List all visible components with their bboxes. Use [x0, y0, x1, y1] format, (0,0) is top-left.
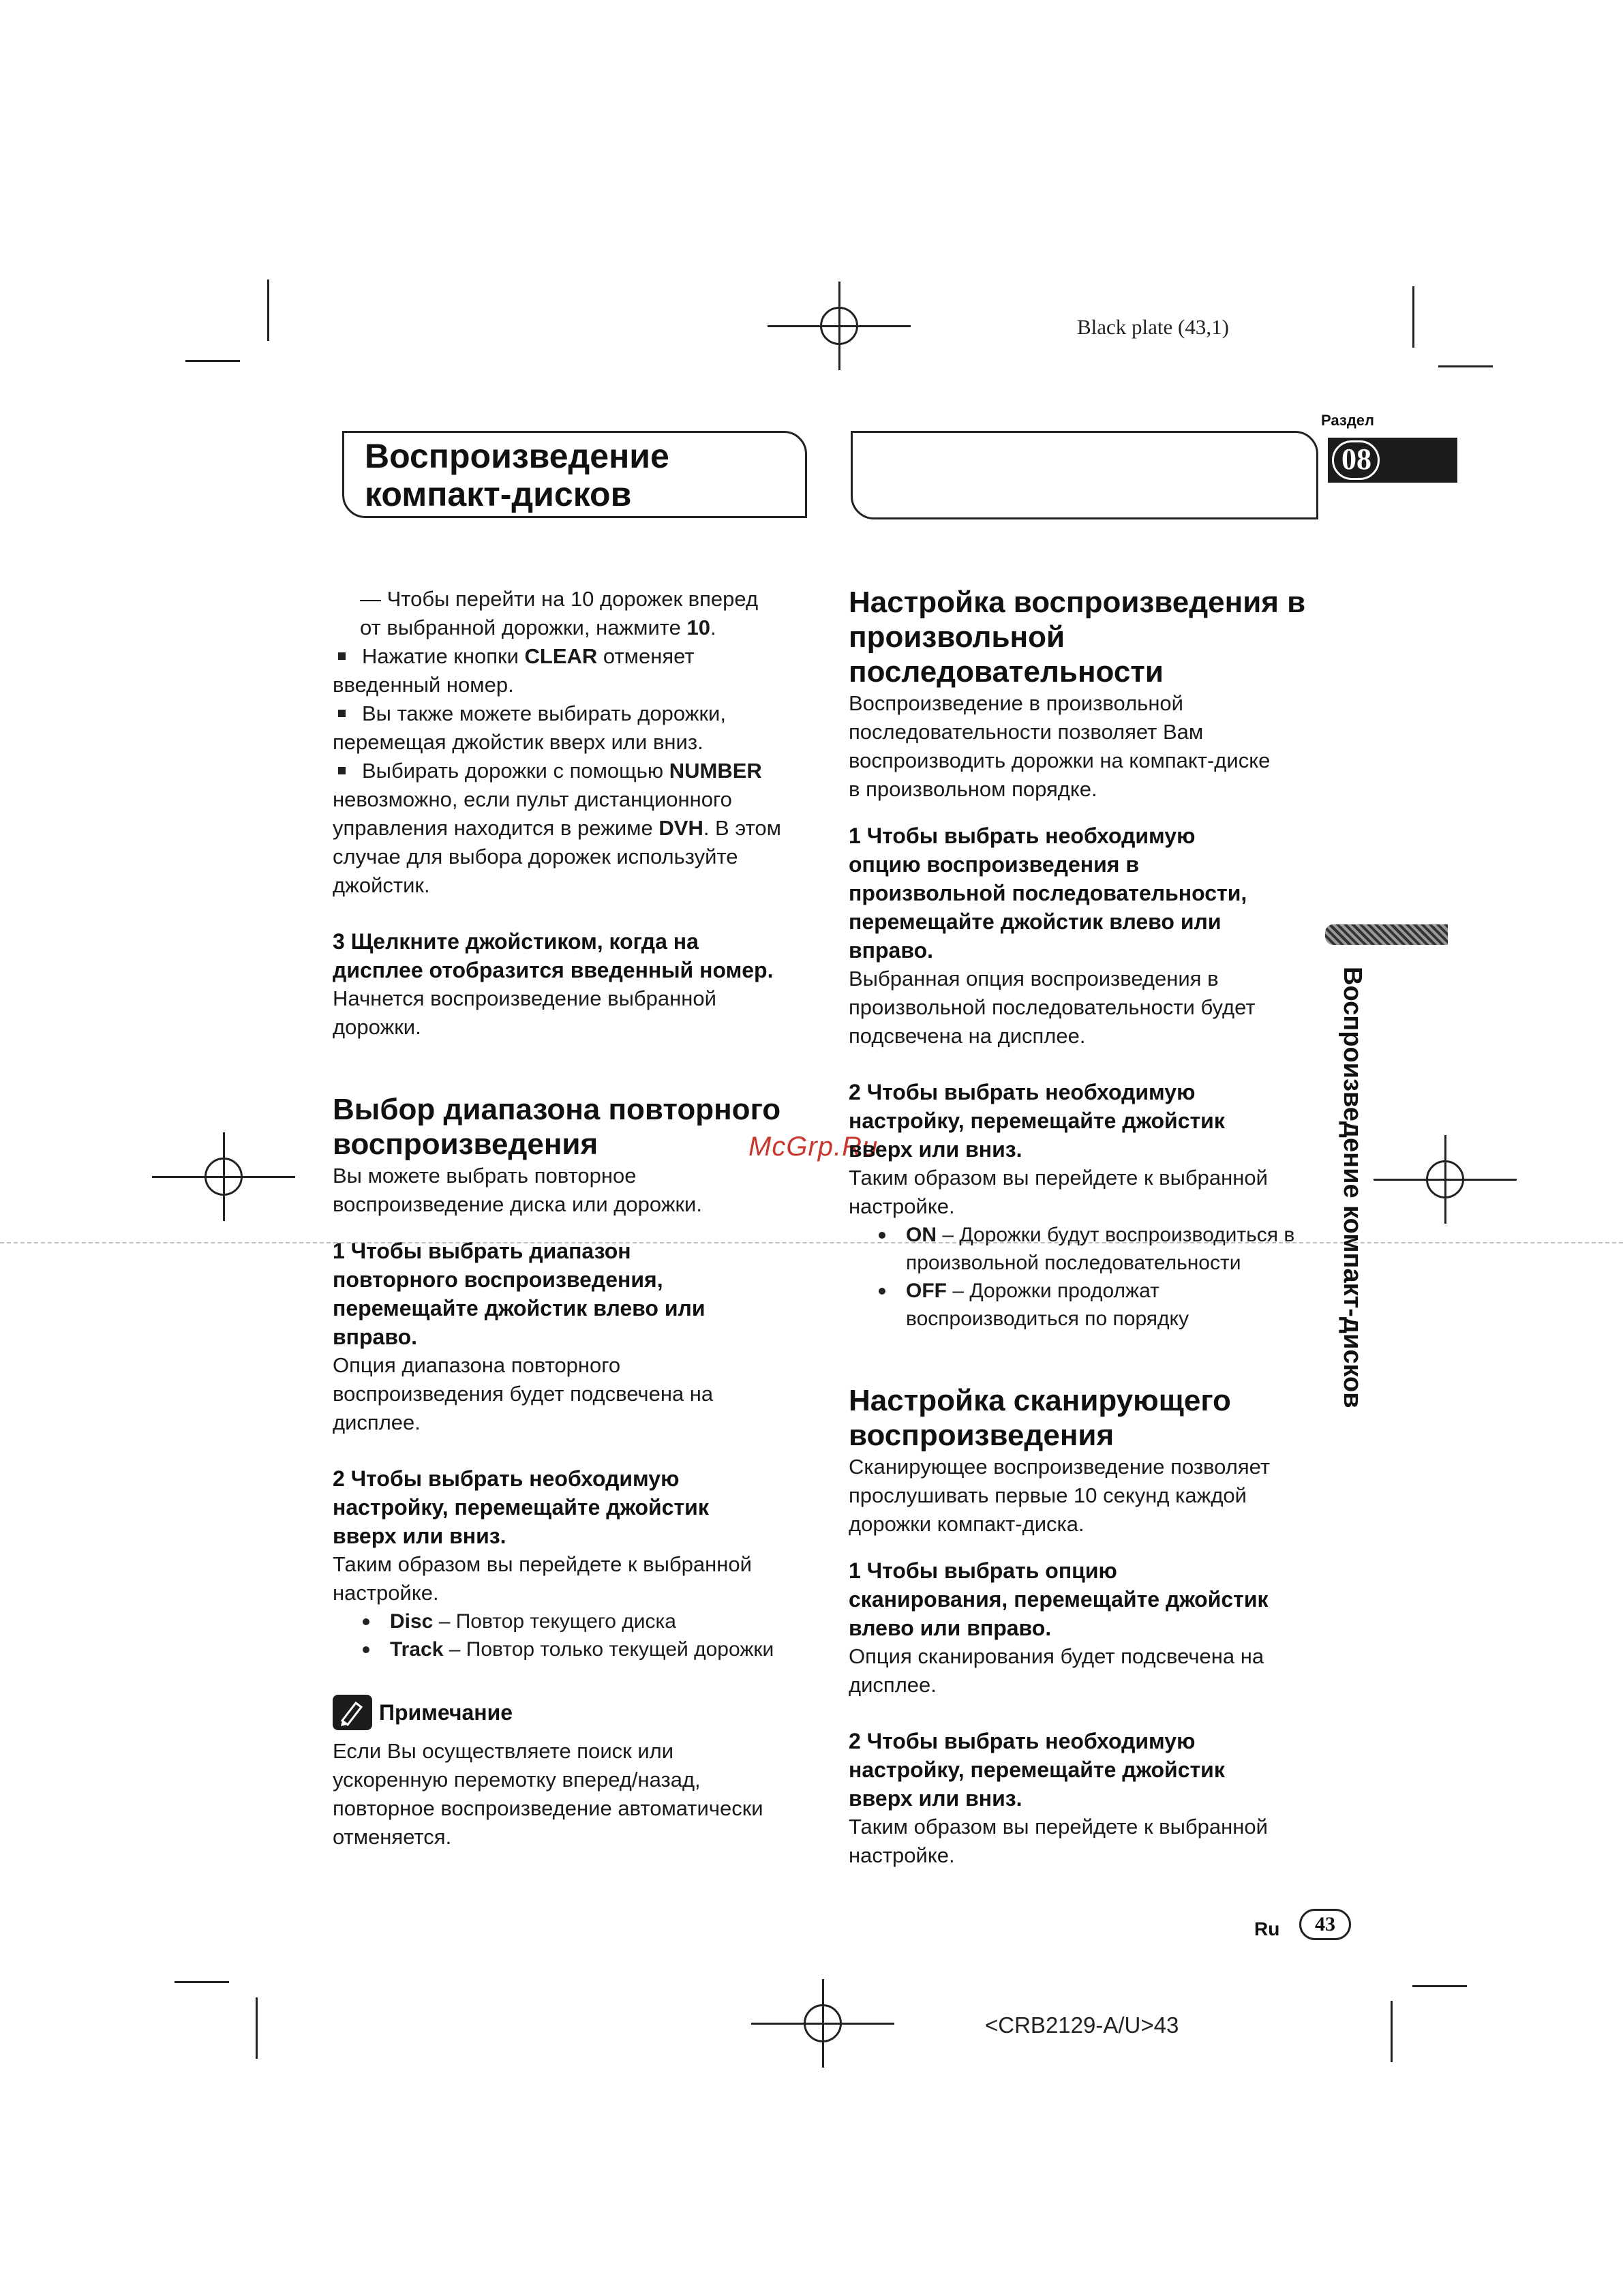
step-heading: вверх или вниз. — [849, 1786, 1022, 1811]
section-intro: Вы можете выбрать повторное — [333, 1164, 637, 1188]
language-label: Ru — [1254, 1918, 1280, 1939]
crop-mark — [175, 1981, 229, 1983]
section-label: Раздел — [1321, 412, 1374, 429]
note-item-line: перемещая джойстик вверх или вниз. — [333, 730, 703, 754]
section-heading: Выбор диапазона повторного — [333, 1093, 781, 1126]
section-intro: прослушивать первые 10 секунд каждой — [849, 1483, 1247, 1507]
section-intro: дорожки компакт-диска. — [849, 1512, 1084, 1536]
step-heading: вправо. — [333, 1325, 418, 1349]
registration-mark-icon — [1426, 1160, 1464, 1198]
step-text: Таким образом вы перейдете к выбранной — [333, 1552, 752, 1576]
step-text: воспроизведения будет подсвечена на — [333, 1382, 714, 1406]
step-text: настройке. — [849, 1194, 955, 1218]
section-heading: произвольной — [849, 620, 1065, 654]
note-item: Выбирать дорожки с помощью NUMBER — [333, 757, 830, 785]
step-text: дорожки. — [333, 1015, 421, 1039]
step-heading: 1 Чтобы выбрать диапазон — [333, 1239, 631, 1263]
step-heading: опцию воспроизведения в — [849, 852, 1139, 877]
note-heading — [333, 1695, 830, 1730]
document-code: <CRB2129-A/U>43 — [985, 2012, 1179, 2038]
black-plate-label: Black plate (43,1) — [1077, 315, 1229, 339]
dash-item — [333, 585, 830, 642]
step-heading: дисплее отобразится введенный номер. — [333, 958, 774, 982]
registration-mark-icon — [820, 307, 858, 345]
step-text: произвольной последовательности будет — [849, 995, 1256, 1019]
side-tab-title: Воспроизведение компакт-дисков — [1338, 967, 1367, 1408]
registration-mark-icon — [804, 2004, 842, 2042]
step-heading: настройку, перемещайте джойстик — [333, 1495, 709, 1520]
step-heading: влево или вправо. — [849, 1616, 1052, 1640]
crop-mark — [1412, 286, 1414, 348]
crop-mark — [1438, 365, 1493, 367]
section-intro: Сканирующее воспроизведение позволяет — [849, 1455, 1271, 1479]
watermark: McGrp.Ru — [748, 1132, 879, 1162]
step-heading: сканирования, перемещайте джойстик — [849, 1587, 1269, 1612]
note-item: Нажатие кнопки CLEAR отменяет — [333, 642, 830, 671]
step-text: дисплее. — [333, 1410, 421, 1434]
section-heading: воспроизведения — [849, 1419, 1114, 1452]
step-text: Начнется воспроизведение выбранной — [333, 986, 716, 1010]
section-intro: воспроизводить дорожки на компакт-диске — [849, 749, 1271, 772]
option-item: OFF – Дорожки продолжат — [849, 1277, 1326, 1305]
step-heading: настройку, перемещайте джойстик — [849, 1108, 1225, 1133]
section-intro: воспроизведение диска или дорожки. — [333, 1192, 702, 1216]
section-intro: последовательности позволяет Вам — [849, 720, 1204, 744]
step-text: Таким образом вы перейдете к выбранной — [849, 1815, 1268, 1839]
step-text: настройке. — [333, 1581, 439, 1605]
chapter-title-line1: Воспроизведение — [365, 437, 669, 475]
step-text: Выбранная опция воспроизведения в — [849, 967, 1219, 991]
dash-item-line: от выбранной дорожки, нажмите 10. — [360, 616, 716, 639]
step-text: Опция сканирования будет подсвечена на — [849, 1644, 1264, 1668]
chapter-title-line2: компакт-дисков — [365, 475, 632, 513]
chapter-title — [342, 431, 807, 518]
crop-mark — [1412, 1985, 1467, 1987]
option-item-line: произвольной последовательности — [906, 1252, 1241, 1274]
step-heading: повторного воспроизведения, — [333, 1267, 663, 1292]
registration-mark-icon — [204, 1158, 243, 1196]
page-number — [1299, 1909, 1351, 1940]
step-heading: вверх или вниз. — [333, 1524, 506, 1548]
section-intro: Воспроизведение в произвольной — [849, 691, 1183, 715]
dash-item-line: — Чтобы перейти на 10 дорожек вперед — [360, 587, 759, 611]
step-heading: вверх или вниз. — [849, 1137, 1022, 1162]
step-heading: 1 Чтобы выбрать опцию — [849, 1558, 1117, 1583]
step-heading: настройку, перемещайте джойстик — [849, 1757, 1225, 1782]
section-heading: Настройка сканирующего — [849, 1384, 1231, 1417]
step-text: Опция диапазона повторного — [333, 1353, 621, 1377]
note-item-line: невозможно, если пульт дистанционного — [333, 787, 732, 811]
step-heading: перемещайте джойстик влево или — [849, 909, 1222, 934]
crop-mark — [185, 360, 240, 362]
note-item: Вы также можете выбирать дорожки, — [333, 699, 830, 728]
crop-mark — [267, 280, 269, 341]
step-text: настройке. — [849, 1843, 955, 1867]
note-icon — [333, 1695, 372, 1730]
note-item-line: введенный номер. — [333, 673, 514, 697]
crop-mark — [1391, 2001, 1393, 2062]
note-item-line: случае для выбора дорожек используйте — [333, 845, 738, 868]
crop-mark — [256, 1997, 258, 2059]
step-text: подсвечена на дисплее. — [849, 1024, 1086, 1048]
note-text: отменяется. — [333, 1825, 452, 1849]
step-heading: 1 Чтобы выбрать необходимую — [849, 824, 1196, 848]
step-heading: вправо. — [849, 938, 934, 963]
note-text: ускоренную перемотку вперед/назад, — [333, 1768, 701, 1792]
step-text: дисплее. — [849, 1673, 937, 1697]
section-heading: последовательности — [849, 655, 1164, 689]
section-number-badge — [1328, 438, 1457, 483]
step-heading: 2 Чтобы выбрать необходимую — [333, 1466, 680, 1491]
section-heading: Настройка воспроизведения в — [849, 586, 1306, 619]
note-title: Примечание — [379, 1700, 513, 1725]
option-item: Track – Повтор только текущей дорожки — [333, 1635, 830, 1663]
step-heading: 2 Чтобы выбрать необходимую — [849, 1729, 1196, 1753]
step-heading: произвольной последовательности, — [849, 881, 1247, 905]
section-intro: в произвольном порядке. — [849, 777, 1097, 801]
step-heading: перемещайте джойстик влево или — [333, 1296, 706, 1320]
option-item: ON – Дорожки будут воспроизводиться в — [849, 1221, 1326, 1249]
section-heading: воспроизведения — [333, 1128, 598, 1161]
note-text: Если Вы осуществляете поиск или — [333, 1739, 674, 1763]
side-tab-marker — [1325, 924, 1448, 945]
note-item-line: джойстик. — [333, 873, 430, 897]
step-text: Таким образом вы перейдете к выбранной — [849, 1166, 1268, 1190]
left-column — [333, 585, 830, 1852]
note-item-line: управления находится в режиме DVH. В этом — [333, 816, 781, 840]
option-item: Disc – Повтор текущего диска — [333, 1607, 830, 1635]
right-column — [849, 585, 1326, 1870]
option-item-line: воспроизводиться по порядку — [906, 1308, 1189, 1330]
step-heading: 2 Чтобы выбрать необходимую — [849, 1080, 1196, 1104]
section-number: 08 — [1341, 442, 1371, 476]
step-heading: 3 Щелкните джойстиком, когда на — [333, 929, 699, 954]
note-text: повторное воспроизведение автоматически — [333, 1796, 763, 1820]
chapter-title-frame — [851, 431, 1318, 519]
page-number-text: 43 — [1315, 1913, 1335, 1935]
